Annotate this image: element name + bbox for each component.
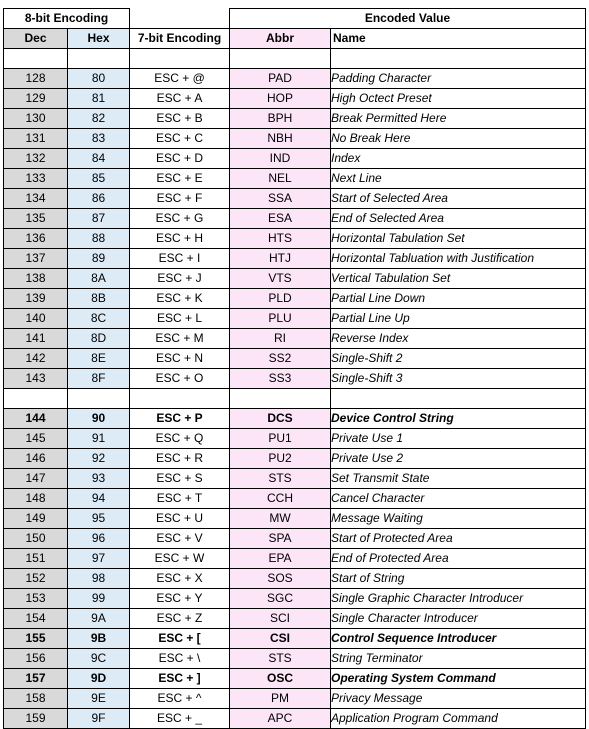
table-row — [4, 569, 586, 589]
hex-cell: 97 — [68, 549, 130, 569]
dec-cell: 155 — [4, 629, 68, 649]
name-cell: String Terminator — [331, 649, 586, 669]
dec-cell: 134 — [4, 189, 68, 209]
seven-bit-cell: ESC + E — [130, 169, 230, 189]
abbr-cell: MW — [230, 509, 331, 529]
name-cell: Privacy Message — [331, 689, 586, 709]
dec-cell: 136 — [4, 229, 68, 249]
table-row — [4, 369, 586, 389]
abbr-cell: APC — [230, 709, 331, 729]
name-cell: Horizontal Tabulation Set — [331, 229, 586, 249]
abbr-cell: HTS — [230, 229, 331, 249]
dec-cell: 159 — [4, 709, 68, 729]
seven-bit-cell: ESC + G — [130, 209, 230, 229]
name-cell: Start of Selected Area — [331, 189, 586, 209]
table-row — [4, 89, 586, 109]
abbr-cell: PLD — [230, 289, 331, 309]
dec-cell: 153 — [4, 589, 68, 609]
abbr-cell: SSA — [230, 189, 331, 209]
seven-bit-cell: ESC + X — [130, 569, 230, 589]
group-header-8bit: 8-bit Encoding — [4, 9, 130, 29]
hex-cell: 8F — [68, 369, 130, 389]
seven-bit-cell: ESC + U — [130, 509, 230, 529]
name-cell: Operating System Command — [331, 669, 586, 689]
table-body — [4, 9, 586, 729]
dec-cell: 150 — [4, 529, 68, 549]
dec-cell: 156 — [4, 649, 68, 669]
spacer-cell — [230, 389, 331, 409]
hex-cell: 94 — [68, 489, 130, 509]
name-cell: End of Protected Area — [331, 549, 586, 569]
table-row — [4, 149, 586, 169]
seven-bit-cell: ESC + M — [130, 329, 230, 349]
seven-bit-cell: ESC + @ — [130, 69, 230, 89]
seven-bit-cell: ESC + ^ — [130, 689, 230, 709]
abbr-cell: PM — [230, 689, 331, 709]
hex-cell: 90 — [68, 409, 130, 429]
abbr-cell: CSI — [230, 629, 331, 649]
name-cell: Single Character Introducer — [331, 609, 586, 629]
name-cell: Application Program Command — [331, 709, 586, 729]
abbr-cell: RI — [230, 329, 331, 349]
hex-cell: 88 — [68, 229, 130, 249]
hex-cell: 99 — [68, 589, 130, 609]
spacer-cell — [130, 49, 230, 69]
abbr-cell: SGC — [230, 589, 331, 609]
hex-cell: 9F — [68, 709, 130, 729]
table-row — [4, 709, 586, 729]
name-cell: Private Use 2 — [331, 449, 586, 469]
table-row — [4, 249, 586, 269]
dec-cell: 154 — [4, 609, 68, 629]
abbr-cell: OSC — [230, 669, 331, 689]
seven-bit-cell: ESC + _ — [130, 709, 230, 729]
abbr-cell: ESA — [230, 209, 331, 229]
name-cell: Break Permitted Here — [331, 109, 586, 129]
dec-cell: 135 — [4, 209, 68, 229]
seven-bit-cell: ESC + ] — [130, 669, 230, 689]
abbr-cell: IND — [230, 149, 331, 169]
table-row — [4, 669, 586, 689]
name-cell: Vertical Tabulation Set — [331, 269, 586, 289]
table-row — [4, 429, 586, 449]
name-cell: Control Sequence Introducer — [331, 629, 586, 649]
hex-cell: 91 — [68, 429, 130, 449]
seven-bit-cell: ESC + P — [130, 409, 230, 429]
hex-cell: 9D — [68, 669, 130, 689]
seven-bit-cell: ESC + Q — [130, 429, 230, 449]
table-row — [4, 689, 586, 709]
table-row — [4, 329, 586, 349]
table-row — [4, 189, 586, 209]
seven-bit-cell: ESC + I — [130, 249, 230, 269]
dec-cell: 145 — [4, 429, 68, 449]
hex-cell: 9B — [68, 629, 130, 649]
hex-cell: 8C — [68, 309, 130, 329]
abbr-cell: SPA — [230, 529, 331, 549]
seven-bit-cell: ESC + T — [130, 489, 230, 509]
seven-bit-cell: ESC + F — [130, 189, 230, 209]
abbr-cell: SS2 — [230, 349, 331, 369]
hex-cell: 98 — [68, 569, 130, 589]
dec-cell: 128 — [4, 69, 68, 89]
dec-cell: 137 — [4, 249, 68, 269]
abbr-cell: SS3 — [230, 369, 331, 389]
table-row — [4, 589, 586, 609]
dec-cell: 157 — [4, 669, 68, 689]
abbr-cell: HTJ — [230, 249, 331, 269]
group-header-gap — [130, 9, 230, 29]
seven-bit-cell: ESC + C — [130, 129, 230, 149]
table-row — [4, 529, 586, 549]
table-row — [4, 469, 586, 489]
spacer-cell — [230, 49, 331, 69]
column-header-row — [4, 29, 586, 49]
name-cell: Reverse Index — [331, 329, 586, 349]
table-row — [4, 169, 586, 189]
dec-cell: 130 — [4, 109, 68, 129]
column-header-name: Name — [331, 29, 586, 49]
table-row — [4, 409, 586, 429]
seven-bit-cell: ESC + O — [130, 369, 230, 389]
abbr-cell: EPA — [230, 549, 331, 569]
dec-cell: 131 — [4, 129, 68, 149]
name-cell: Set Transmit State — [331, 469, 586, 489]
hex-cell: 93 — [68, 469, 130, 489]
seven-bit-cell: ESC + Y — [130, 589, 230, 609]
table-row — [4, 289, 586, 309]
seven-bit-cell: ESC + \ — [130, 649, 230, 669]
name-cell: Partial Line Down — [331, 289, 586, 309]
abbr-cell: VTS — [230, 269, 331, 289]
seven-bit-cell: ESC + S — [130, 469, 230, 489]
hex-cell: 87 — [68, 209, 130, 229]
table-row — [4, 229, 586, 249]
spacer-cell — [331, 389, 586, 409]
dec-cell: 144 — [4, 409, 68, 429]
dec-cell: 133 — [4, 169, 68, 189]
name-cell: End of Selected Area — [331, 209, 586, 229]
name-cell: Cancel Character — [331, 489, 586, 509]
column-header-7bit: 7-bit Encoding — [130, 29, 230, 49]
group-spacer-row — [4, 389, 586, 409]
name-cell: No Break Here — [331, 129, 586, 149]
hex-cell: 8E — [68, 349, 130, 369]
hex-cell: 83 — [68, 129, 130, 149]
abbr-cell: SCI — [230, 609, 331, 629]
abbr-cell: PLU — [230, 309, 331, 329]
seven-bit-cell: ESC + A — [130, 89, 230, 109]
abbr-cell: NBH — [230, 129, 331, 149]
table-row — [4, 549, 586, 569]
hex-cell: 8B — [68, 289, 130, 309]
name-cell: High Octect Preset — [331, 89, 586, 109]
table-row — [4, 489, 586, 509]
hex-cell: 80 — [68, 69, 130, 89]
table-row — [4, 309, 586, 329]
column-header-abbr: Abbr — [230, 29, 331, 49]
dec-cell: 148 — [4, 489, 68, 509]
table-row — [4, 629, 586, 649]
dec-cell: 152 — [4, 569, 68, 589]
abbr-cell: STS — [230, 469, 331, 489]
spacer-cell — [68, 49, 130, 69]
dec-cell: 143 — [4, 369, 68, 389]
abbr-cell: BPH — [230, 109, 331, 129]
dec-cell: 139 — [4, 289, 68, 309]
hex-cell: 85 — [68, 169, 130, 189]
seven-bit-cell: ESC + W — [130, 549, 230, 569]
name-cell: Horizontal Tabluation with Justification — [331, 249, 586, 269]
abbr-cell: PAD — [230, 69, 331, 89]
name-cell: Single-Shift 2 — [331, 349, 586, 369]
spacer-cell — [4, 49, 68, 69]
abbr-cell: PU2 — [230, 449, 331, 469]
name-cell: Private Use 1 — [331, 429, 586, 449]
hex-cell: 95 — [68, 509, 130, 529]
abbr-cell: CCH — [230, 489, 331, 509]
table-row — [4, 649, 586, 669]
seven-bit-cell: ESC + B — [130, 109, 230, 129]
c1-control-codes-table — [3, 8, 586, 729]
name-cell: Next Line — [331, 169, 586, 189]
name-cell: Index — [331, 149, 586, 169]
seven-bit-cell: ESC + L — [130, 309, 230, 329]
spacer-cell — [331, 49, 586, 69]
group-spacer-row — [4, 49, 586, 69]
table-row — [4, 209, 586, 229]
dec-cell: 142 — [4, 349, 68, 369]
spacer-cell — [68, 389, 130, 409]
dec-cell: 158 — [4, 689, 68, 709]
abbr-cell: PU1 — [230, 429, 331, 449]
seven-bit-cell: ESC + [ — [130, 629, 230, 649]
dec-cell: 151 — [4, 549, 68, 569]
abbr-cell: NEL — [230, 169, 331, 189]
seven-bit-cell: ESC + D — [130, 149, 230, 169]
seven-bit-cell: ESC + R — [130, 449, 230, 469]
seven-bit-cell: ESC + V — [130, 529, 230, 549]
spacer-cell — [4, 389, 68, 409]
abbr-cell: SOS — [230, 569, 331, 589]
dec-cell: 132 — [4, 149, 68, 169]
table-row — [4, 449, 586, 469]
abbr-cell: STS — [230, 649, 331, 669]
hex-cell: 82 — [68, 109, 130, 129]
seven-bit-cell: ESC + N — [130, 349, 230, 369]
table-row — [4, 109, 586, 129]
dec-cell: 147 — [4, 469, 68, 489]
hex-cell: 89 — [68, 249, 130, 269]
hex-cell: 92 — [68, 449, 130, 469]
table-row — [4, 129, 586, 149]
spacer-cell — [130, 389, 230, 409]
seven-bit-cell: ESC + Z — [130, 609, 230, 629]
name-cell: Start of String — [331, 569, 586, 589]
seven-bit-cell: ESC + J — [130, 269, 230, 289]
dec-cell: 149 — [4, 509, 68, 529]
hex-cell: 9A — [68, 609, 130, 629]
hex-cell: 96 — [68, 529, 130, 549]
table-row — [4, 349, 586, 369]
dec-cell: 129 — [4, 89, 68, 109]
seven-bit-cell: ESC + K — [130, 289, 230, 309]
hex-cell: 84 — [68, 149, 130, 169]
name-cell: Partial Line Up — [331, 309, 586, 329]
column-header-dec: Dec — [4, 29, 68, 49]
table-row — [4, 609, 586, 629]
table-row — [4, 269, 586, 289]
hex-cell: 9E — [68, 689, 130, 709]
table-row — [4, 509, 586, 529]
table-row — [4, 69, 586, 89]
hex-cell: 86 — [68, 189, 130, 209]
name-cell: Padding Character — [331, 69, 586, 89]
dec-cell: 146 — [4, 449, 68, 469]
dec-cell: 138 — [4, 269, 68, 289]
name-cell: Single Graphic Character Introducer — [331, 589, 586, 609]
seven-bit-cell: ESC + H — [130, 229, 230, 249]
hex-cell: 9C — [68, 649, 130, 669]
hex-cell: 8D — [68, 329, 130, 349]
name-cell: Device Control String — [331, 409, 586, 429]
name-cell: Message Waiting — [331, 509, 586, 529]
hex-cell: 81 — [68, 89, 130, 109]
dec-cell: 141 — [4, 329, 68, 349]
group-header-encoded-value: Encoded Value — [230, 9, 586, 29]
hex-cell: 8A — [68, 269, 130, 289]
name-cell: Single-Shift 3 — [331, 369, 586, 389]
group-header-row — [4, 9, 586, 29]
column-header-hex: Hex — [68, 29, 130, 49]
abbr-cell: HOP — [230, 89, 331, 109]
name-cell: Start of Protected Area — [331, 529, 586, 549]
abbr-cell: DCS — [230, 409, 331, 429]
dec-cell: 140 — [4, 309, 68, 329]
